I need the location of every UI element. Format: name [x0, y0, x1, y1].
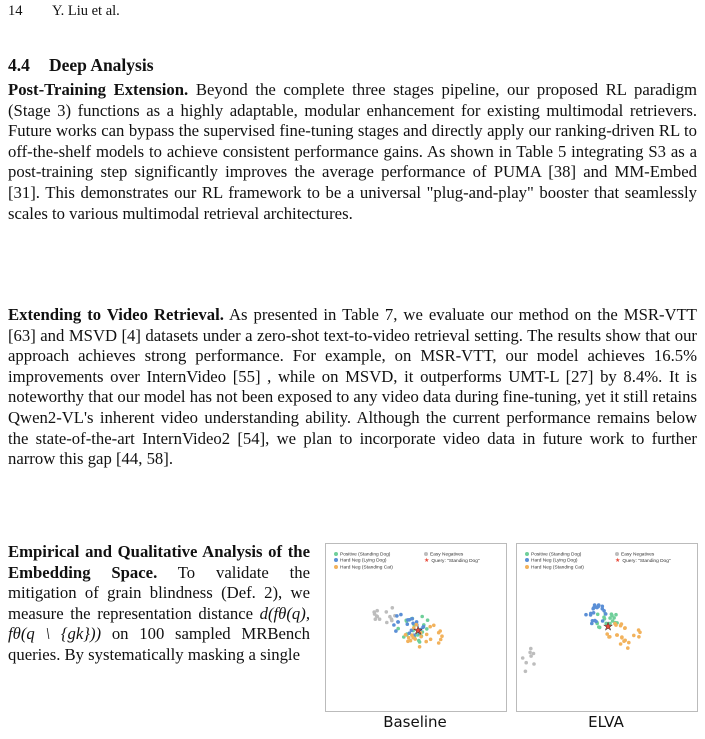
positive-point [602, 615, 606, 619]
paragraph-heading: Empirical and Qualitative Analysis of the Embedding Space. [8, 542, 310, 582]
hard-neg-lying-point [399, 613, 403, 617]
hard-neg-cat-point [608, 635, 612, 639]
paragraph-text: Beyond the complete three stages pipeline, our proposed RL paradigm (Stage 3) functions as a highly adaptable, modular enhancement for existing multimodal retrievers. Future works can bypass the supervised fine-tuning stages and directly apply our ranking-driven RL to off-the-shelf models to achieve consistent performance gains. As shown in Table 5 integrating S3 as a post-training step significantly improves the average performance of PUMA [38] and MM-Embed [31]. This demonstrates our RL framework to be a universal "plug-and-play" booster that seamlessly scales to various multimodal retrieval architectures. [8, 80, 697, 223]
paragraph-text: To validate the mitigation of grain blindness (Def. 2), we measure the representation distance [8, 562, 310, 623]
paragraph-text: on 100 sampled MRBench queries. By systematically masking a single [8, 624, 310, 664]
easy-negative-point [532, 662, 536, 666]
hard-neg-cat-point [626, 646, 630, 650]
easy-negative-point [390, 617, 394, 621]
hard-neg-cat-point [437, 631, 441, 635]
legend-star-icon: ★ [615, 558, 621, 565]
positive-point [598, 626, 602, 630]
paragraph-text: As presented in Table 7, we evaluate our method on the MSR-VTT [63] and MSVD [4] datasets under a zero-shot text-to-video retrieval setting. The results show that our approach achieves strong performance. For example, on MSR-VTT, our model achieves 16.5% improvements over InternVideo [55] , while on MSVD, it outperforms UMT-L [27] by 8.4%. It is noteworthy that our model has not been exposed to any video data during fine-tuning, yet it still retains Qwen2-VL's inherent video understanding ability. Although the current performance remains below the state-of-the-art InternVideo2 [54], we plan to incorporate video data in future work to further narrow this gap [44, 58]. [8, 305, 697, 469]
hard-neg-cat-point [632, 634, 636, 638]
running-header [8, 3, 120, 20]
paragraph-post-training [8, 80, 697, 224]
positive-point [420, 615, 424, 619]
hard-neg-cat-point [627, 641, 631, 645]
positive-point [614, 613, 618, 617]
easy-negative-point [529, 647, 533, 651]
easy-negative-point [378, 617, 382, 621]
hard-neg-lying-point [602, 609, 606, 613]
hard-neg-cat-point [407, 636, 411, 640]
hard-neg-cat-point [424, 640, 428, 644]
legend-label-positive: Positive (Standing Dog) [531, 552, 582, 558]
hard-neg-cat-point [404, 633, 408, 637]
section-heading [8, 55, 154, 76]
hard-neg-cat-point [637, 635, 641, 639]
paragraph-heading: Post-Training Extension. [8, 80, 189, 99]
hard-neg-cat-point [620, 635, 624, 639]
hard-neg-lying-point [604, 612, 608, 616]
legend-label-query: Query: "Standing Dog" [622, 559, 671, 565]
figure-caption-elva: ELVA [588, 713, 624, 731]
positive-point [610, 614, 614, 618]
easy-negative-point [375, 614, 379, 618]
hard-neg-cat-point [425, 633, 429, 637]
positive-point [418, 640, 422, 644]
hard-neg-cat-point [418, 645, 422, 649]
hard-neg-lying-point [394, 629, 398, 633]
hard-neg-lying-point [601, 605, 605, 609]
paragraph-video-retrieval [8, 305, 697, 470]
figure-caption-baseline: Baseline [383, 713, 447, 731]
paragraph-heading: Extending to Video Retrieval. [8, 305, 224, 324]
hard-neg-cat-point [637, 628, 641, 632]
hard-neg-cat-point [437, 641, 441, 645]
hard-neg-cat-point [440, 634, 444, 638]
section-title: Deep Analysis [49, 55, 154, 75]
hard-neg-cat-point [439, 638, 443, 642]
hard-neg-lying-point [406, 622, 410, 626]
paragraph-embedding-analysis [8, 542, 310, 666]
hard-neg-cat-point [620, 622, 624, 626]
legend-label-hard-neg-lying: Hard Neg (Lying Dog) [340, 558, 387, 564]
hard-neg-cat-point [613, 622, 617, 626]
running-authors: Y. Liu et al. [52, 3, 120, 19]
page-number: 14 [8, 3, 23, 19]
legend-label-easy: Easy Negatives [621, 552, 655, 558]
hard-neg-lying-point [395, 614, 399, 618]
legend-label-hard-neg-cat: Hard Neg (Standing Cat) [531, 564, 584, 570]
positive-point [596, 613, 600, 617]
positive-point [426, 618, 430, 622]
hard-neg-cat-point [622, 639, 626, 643]
legend-label-query: Query: "Standing Dog" [431, 559, 480, 565]
positive-point [425, 627, 429, 631]
easy-negative-point [532, 652, 536, 656]
hard-neg-lying-point [406, 618, 410, 622]
hard-neg-cat-point [428, 625, 432, 629]
easy-negative-point [521, 656, 525, 660]
legend-label-hard-neg-cat: Hard Neg (Standing Cat) [340, 564, 393, 570]
hard-neg-cat-point [619, 642, 623, 646]
easy-negative-point [385, 621, 389, 625]
hard-neg-cat-point [429, 638, 433, 642]
hard-neg-cat-point [615, 633, 619, 637]
hard-neg-cat-point [406, 640, 410, 644]
figure-panel-elva [516, 543, 698, 712]
hard-neg-lying-point [392, 623, 396, 627]
hard-neg-lying-point [593, 604, 597, 608]
figure-panel-baseline [325, 543, 507, 712]
hard-neg-cat-point [432, 624, 436, 628]
hard-neg-lying-point [584, 613, 588, 617]
scatter-plot [517, 544, 697, 711]
hard-neg-cat-point [623, 626, 627, 630]
query-star-marker: ★ [603, 621, 613, 633]
legend-label-hard-neg-lying: Hard Neg (Lying Dog) [531, 558, 578, 564]
easy-negative-point [372, 610, 376, 614]
scatter-plot [326, 544, 506, 711]
easy-negative-point [528, 651, 532, 655]
legend-star-icon: ★ [424, 558, 430, 565]
hard-neg-lying-point [592, 611, 596, 615]
hard-neg-lying-point [396, 620, 400, 624]
legend-label-easy: Easy Negatives [430, 552, 464, 558]
distance-formula: d(fθ(q), fθ(q \ {gk})) [8, 603, 310, 644]
easy-negative-point [524, 661, 528, 665]
hard-neg-lying-point [593, 619, 597, 623]
legend-label-positive: Positive (Standing Dog) [340, 552, 391, 558]
easy-negative-point [385, 610, 389, 614]
query-star-marker: ★ [413, 625, 423, 637]
easy-negative-point [524, 670, 528, 674]
section-number: 4.4 [8, 55, 30, 75]
easy-negative-point [391, 606, 395, 610]
hard-neg-cat-point [413, 637, 417, 641]
